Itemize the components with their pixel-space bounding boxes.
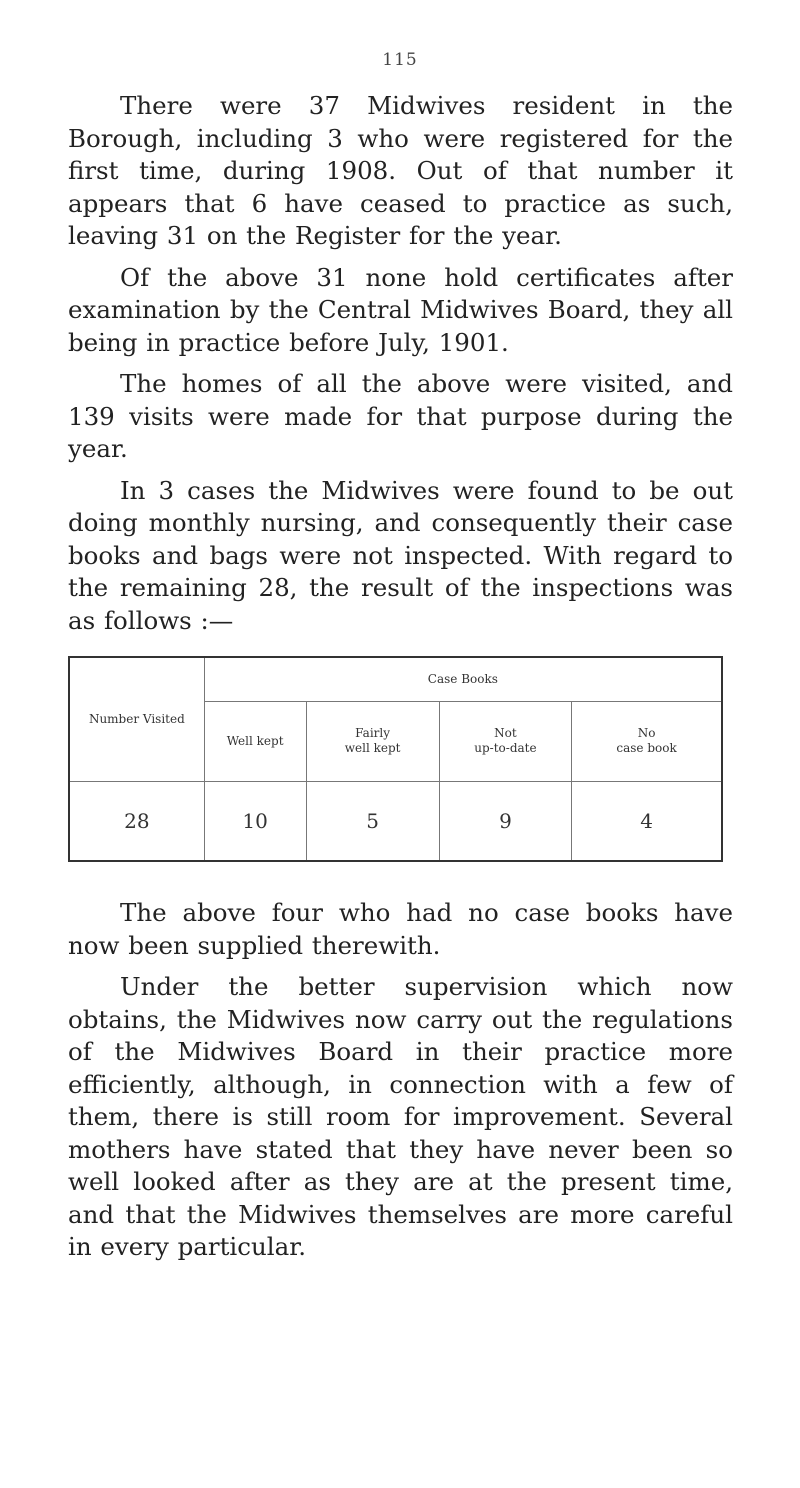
cell-not-up-to-date: 9 xyxy=(439,781,571,861)
header-no-case-book xyxy=(572,701,722,781)
paragraph-supervision: Under the better supervision which now obtains, the Midwives now carry out the regulations of the Midwives Board in their practice more efficiently, although, in connection with a few of them, there is still room for improvement. Several mothers have stated that they have never been so well looked after as they are at the present time, and that the Midwives themselves are more careful in every particular. xyxy=(68,972,733,1261)
cell-well-kept: 10 xyxy=(204,781,306,861)
table-header-row-1 xyxy=(69,657,722,701)
paragraph-inspection-results: In 3 cases the Midwives were found to be out doing monthly nursing, and consequently their case books and bags were not inspected. With regard to the remaining 28, the result of the inspections was as follows :— xyxy=(68,475,733,635)
header-case-books: Case Books xyxy=(204,657,722,701)
header-no-line1: No xyxy=(637,726,656,740)
header-fairly-line1: Fairly xyxy=(355,726,391,740)
inspection-table-container xyxy=(68,656,723,862)
paragraph-supplied: The above four who had no case books have now been supplied therewith. xyxy=(68,898,733,960)
table-row xyxy=(69,781,722,861)
body-text-top xyxy=(68,90,733,646)
header-not-up-to-date xyxy=(439,701,571,781)
page-number: 115 xyxy=(382,50,418,70)
header-fairly-line2: well kept xyxy=(344,741,401,755)
header-not-line1: Not xyxy=(494,726,517,740)
inspection-table xyxy=(68,656,723,862)
paragraph-certificates: Of the above 31 none hold certificates after examination by the Central Midwives Board, they all being in practice before July, 1901. xyxy=(68,262,733,357)
header-number-visited: Number Visited xyxy=(69,657,204,781)
header-not-line2: up-to-date xyxy=(474,741,537,755)
paragraph-midwives-resident: There were 37 Midwives resident in the Borough, including 3 who were registered for the first time, during 1908. Out of that number it appears that 6 have ceased to practice as such, leaving 31 on the Register for the year. xyxy=(68,91,733,250)
paragraph-homes-visited: The homes of all the above were visited, and 139 visits were made for that purpose during the year. xyxy=(68,369,733,463)
header-well-kept: Well kept xyxy=(204,701,306,781)
cell-fairly-well-kept: 5 xyxy=(306,781,439,861)
header-fairly-well-kept xyxy=(306,701,439,781)
header-no-line2: case book xyxy=(616,741,677,755)
cell-number-visited: 28 xyxy=(69,781,204,861)
body-text-bottom xyxy=(68,897,733,1273)
cell-no-case-book: 4 xyxy=(572,781,722,861)
